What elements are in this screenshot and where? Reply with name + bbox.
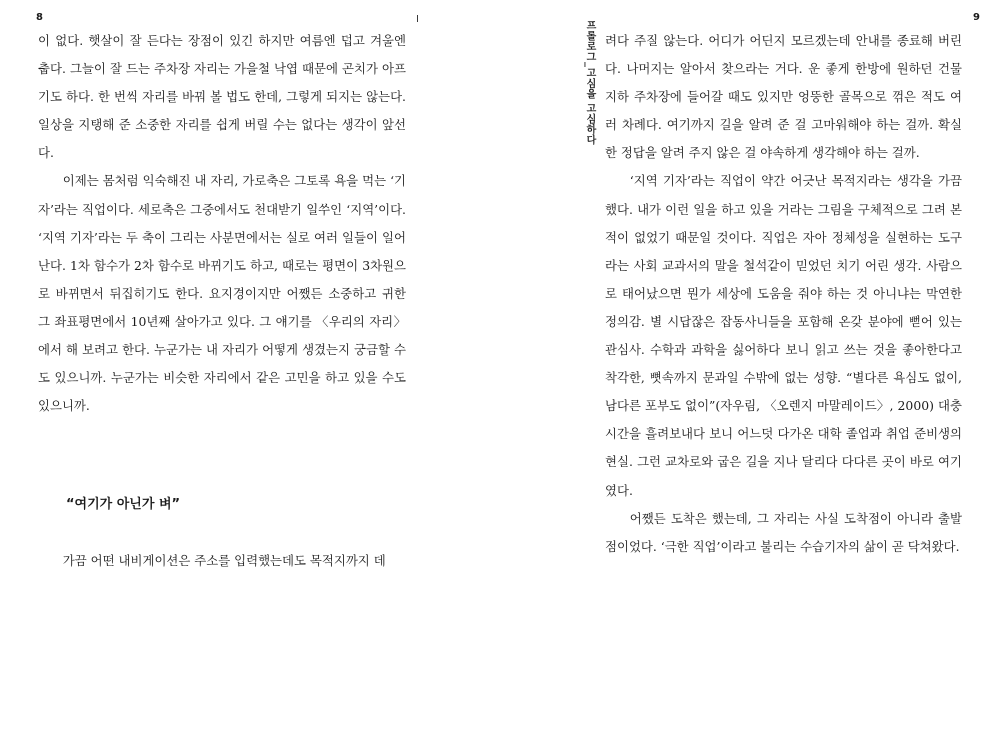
page-number-left: 8	[36, 12, 43, 23]
center-mark: I	[416, 14, 419, 25]
paragraph: 려다 주질 않는다. 어디가 어딘지 모르겠는데 안내를 종료해 버린다. 나머지는 알아서 찾으라는 거다. 운 좋게 한방에 원하던 건물 지하 주차장에 들어갈 때도 있지만 엉뚱한 골목으로 꺾은 적도 여러 차례다. 여기까지 길을 알려 준 걸 고마워해야 하는 걸까. 확실한 정답을 알려 주지 않은 걸 야속하게 생각해야 하는 걸까.	[605, 33, 962, 161]
left-body-text	[38, 27, 406, 420]
right-page	[500, 0, 1000, 751]
paragraph: 어쨌든 도착은 했는데, 그 자리는 사실 도착점이 아니라 출발점이었다. ‘극한 직업’이라고 불리는 수습기자의 삶이 곧 닥쳐왔다.	[605, 510, 962, 554]
left-body-text-continued	[38, 547, 406, 575]
paragraph: 이제는 몸처럼 익숙해진 내 자리, 가로축은 그토록 욕을 먹는 ‘기자’라는 직업이다. 세로축은 그중에서도 천대받기 일쑤인 ‘지역’이다. ‘지역 기자’라는 두 축이 그리는 사분면에서는 실로 여러 일들이 일어난다. 1차 함수가 2차 함수로 바뀌기도 하고, 때로는 평면이 3차원으로 바뀌면서 뒤집히기도 한다. 요지경이지만 어쨌든 소중하고 귀한 그 좌표평면에서 10년째 살아가고 있다. 그 얘기를 〈우리의 자리〉에서 해 보려고 한다. 누군가는 내 자리가 어떻게 생겼는지 궁금할 수도 있으니까. 누군가는 비슷한 자리에서 같은 고민을 하고 있을 수도 있으니까.	[38, 173, 406, 414]
page-number-right: 9	[973, 12, 980, 23]
right-body-text	[605, 27, 962, 561]
paragraph: ‘지역 기자’라는 직업이 약간 어긋난 목적지라는 생각을 가끔 했다. 내가 이런 일을 하고 있을 거라는 그림을 구체적으로 그려 본 적이 없었기 때문일 것이다. 직업은 자아 정체성을 실현하는 도구라는 사회 교과서의 말을 철석같이 믿었던 치기 어린 생각. 사람으로 태어났으면 뭔가 세상에 도움을 줘야 하는 것 아니냐는 막연한 정의감. 별 시답잖은 잡동사니들을 포함해 온갖 분야에 뻗어 있는 관심사. 수학과 과학을 싫어하다 보니 읽고 쓰는 것을 좋아한다고 착각한, 뼛속까지 문과일 수밖에 없는 성향. “별다른 욕심도 없이, 남다른 포부도 없이”(자우림, 〈오렌지 마말레이드〉, 2000) 대충 시간을 흘려보내다 보니 어느덧 다가온 대학 졸업과 취업 준비생의 현실. 그런 교차로와 굽은 길을 지나 달리다 다다른 곳이 바로 여기였다.	[605, 173, 962, 498]
running-head: 프롤로그_고심을 고심하다	[584, 20, 595, 145]
paragraph: 가끔 어떤 내비게이션은 주소를 입력했는데도 목적지까지 데	[62, 553, 386, 568]
section-heading: “여기가 아닌가 벼”	[66, 497, 181, 512]
paragraph: 이 없다. 햇살이 잘 든다는 장점이 있긴 하지만 여름엔 덥고 겨울엔 춥다. 그늘이 잘 드는 주차장 자리는 가을철 낙엽 때문에 곤치가 아프기도 하다. 한 번씩 자리를 바꿔 볼 법도 한데, 그렇게 되지는 않는다. 일상을 지탱해 준 소중한 자리를 쉽게 버릴 수는 없다는 생각이 앞선다.	[38, 33, 406, 161]
